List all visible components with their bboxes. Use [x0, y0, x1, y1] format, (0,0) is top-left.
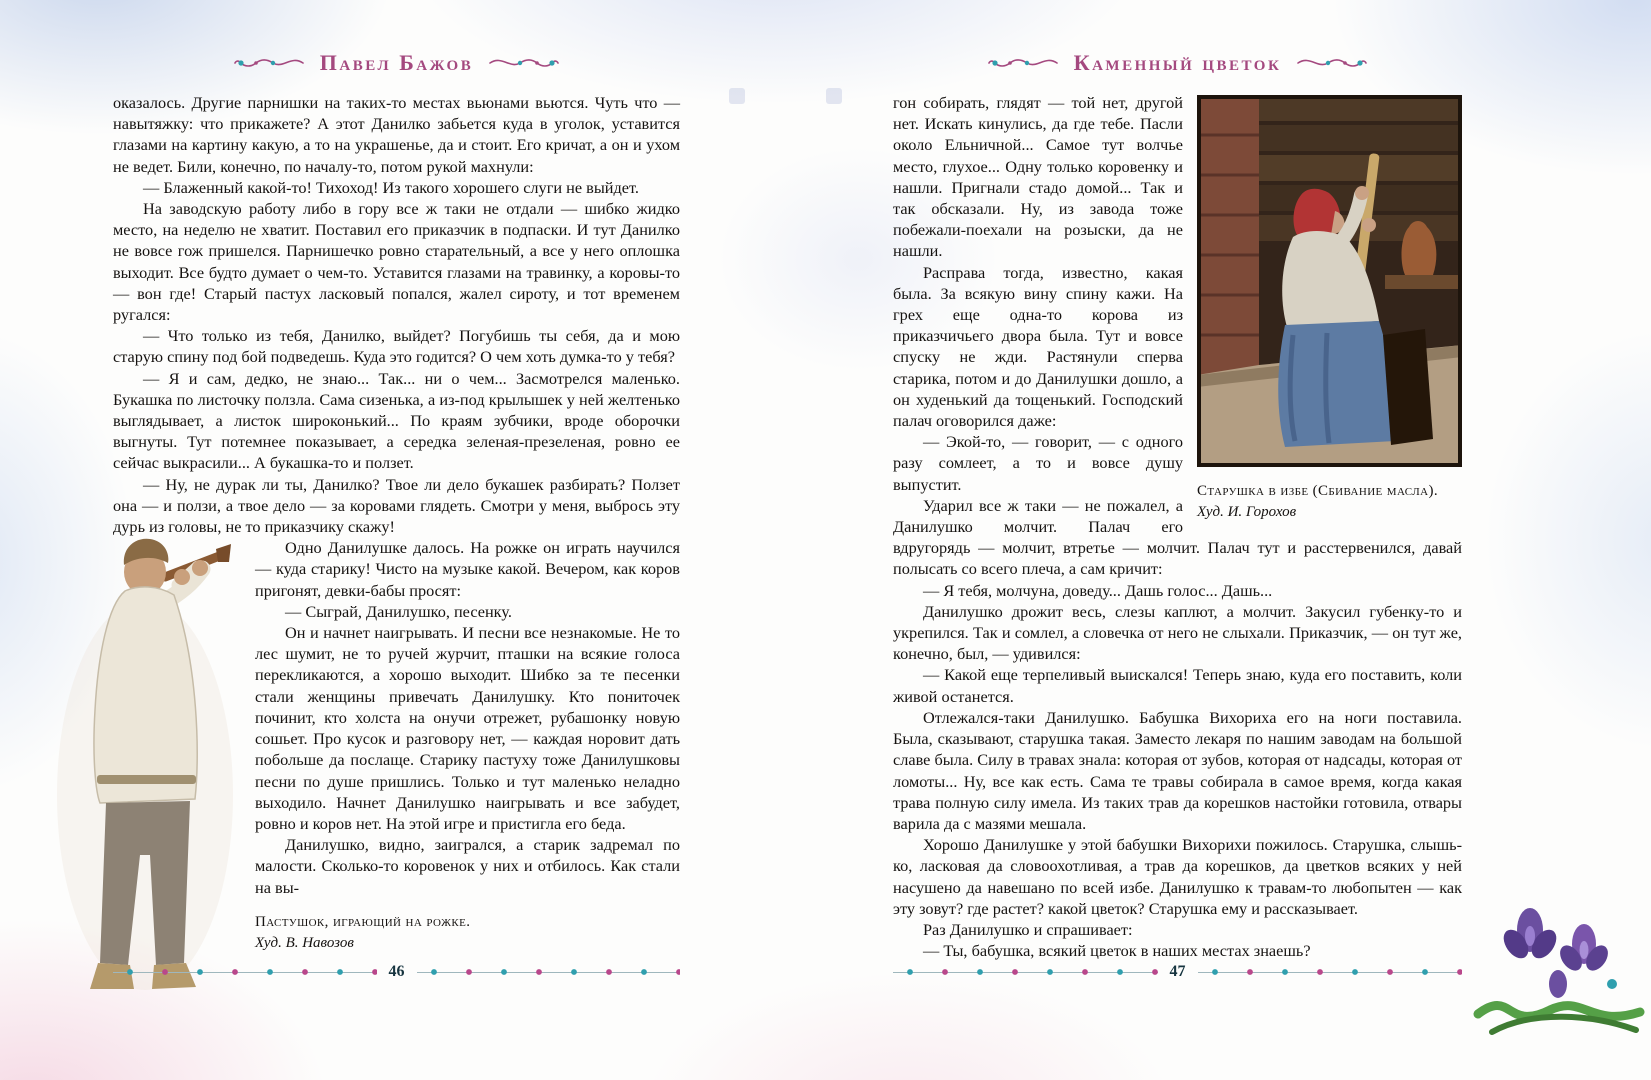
right-page-text: [893, 92, 1462, 961]
caption-title: Пастушок, играющий на рожке.: [255, 913, 471, 930]
paragraph: Хорошо Данилушке у этой бабушки Вихорихи пожилось. Старушка, слышь-ко, ласковая да словоохотливая, а трав да корешков, да цветков всяких у ней насушено да навешано по всей избе. Данилушко к травам-то любопытен — как эту зовут? где растет? какой цветок? Старушка ему и рассказывает.: [893, 835, 1462, 918]
paragraph: Отлежался-таки Данилушко. Бабушка Вихориха его на ноги поставила. Была, сказывают, старушка такая. Заместо лекаря по нашим заводам на большой славе была. Силу в травах знала: которая от зубов, которая от надсады, которая от ломоты... Ну, все как есть. Сама те травы собирала в самое время, когда какая трава полную силу имела. Из таких трав да корешков настойки готовила, отвары варила да с мазями мешала.: [893, 707, 1462, 833]
paragraph: оказалось. Другие парнишки на таких-то местах вьюнами вьются. Чуть что — навытяжку: что прикажете? А этот Данилко забьется куда в уголок, уставится глазами на картину какую, а то на украшенье, да и стоит. Его кричат, а он и ухом не ведет. Били, конечно, по началу-то, потом рукой махнули:: [113, 93, 680, 176]
paragraph: Ударил все ж таки — не пожалел, а Данилушко молчит. Палач его вдругорядь — молчит, втретье — молчит. Палач тут и расстервенился, давай полысать со всего плеча, а сам кричит:: [893, 495, 1462, 579]
bead-divider: [417, 968, 681, 976]
bead-divider: [1198, 968, 1463, 976]
left-running-head: [113, 50, 680, 76]
right-running-head: [893, 50, 1462, 76]
left-page-footer: [113, 964, 680, 980]
paragraph: Одно Данилушке далось. На рожке он играть научился — куда старику! Чисто на музыке какой. Вечером, как коров пригонят, девки-бабы просят:: [255, 538, 680, 600]
paragraph: — Блаженный какой-то! Тихоход! Из такого хорошего слуги не выйдет.: [143, 177, 639, 197]
watermark-chip: [729, 88, 745, 104]
paragraph: На заводскую работу либо в гору все ж таки не отдали — шибко жидко место, на неделю не хватит. Поставил его приказчик в подпаски. И тут Данилко не вовсе гож пришелся. Парнишечко ровно старательный, а все у него оплошка выходит. Все будто думает о чем-то. Уставится глазами на травинку, а коровы-то — вон где! Старый пастух ласковый попался, жалел сироту, и тот временем ругался:: [113, 199, 680, 325]
flourish-icon: [1296, 54, 1368, 72]
iris-flower-decoration: [1472, 892, 1648, 1042]
flourish-icon: [987, 54, 1059, 72]
page-number: 46: [388, 963, 405, 980]
left-page-text: [113, 92, 680, 1007]
paragraph: — Ну, не дурак ли ты, Данилко? Твое ли дело букашек разбирать? Ползет она — и ползи, а твое дело — за коровами глядеть. Смотри у меня, выбрось эту дурь из головы, не то приказчику скажу!: [113, 474, 680, 537]
painting-block: [1197, 95, 1462, 523]
caption-title: Старушка в избе (Сбивание масла).: [1197, 483, 1439, 499]
paragraph: — Я тебя, молчуна, доведу... Дашь голос... Дашь...: [923, 580, 1273, 600]
paragraph: гон собирать, глядят — той нет, другой нет. Искать кинулись, да где тебе. Пасли около Ельничной... Самое тут волчье место, глухое... Одну только коровенку и нашли. Пригнали стадо домой... Так и так обсказали. Ну, из завода тоже побежали-поехали на розыски, да не нашли.: [893, 93, 1183, 261]
flourish-icon: [488, 54, 560, 72]
paragraph: Данилушко дрожит весь, слезы каплют, а молчит. Закусил губенку-то и укрепился. Так и сомлел, а словечка от него не слыхали. Приказчик, — он тут же, конечно, был, — удивился:: [893, 601, 1462, 664]
caption-artist: Худ. И. Горохов: [1197, 504, 1297, 520]
paragraph: — Экой-то, — говорит, — с одного разу сомлеет, а то и вовсе душу выпустит.: [893, 432, 1183, 494]
flourish-icon: [233, 54, 305, 72]
right-page-footer: [893, 964, 1462, 980]
paragraph: Он и начнет наигрывать. И песни все незнакомые. Не то лес шумит, не то ручей журчит, пташки на всякие голоса перекликаются, а хорошо выходит. Шибко за те песенки стали женщины привечать Данилушку. Кто пониточек починит, кто холста на онучи отрежет, рубашонку новую сошьет. Про кусок и разговору нет, — каждая норовит дать побольше да послаще. Старику пастуху тоже Данилушковы песни по душе пришлись. Только и тут маленько неладно выходило. Начнет Данилушко наигрывать и все забудет, ровно и коров нет. На этой игре и пристигла его беда.: [255, 623, 680, 833]
caption-artist: Худ. В. Навозов: [255, 934, 354, 951]
paragraph: — Какой еще терпеливый выискался! Теперь знаю, куда его поставить, коли живой останется.: [893, 665, 1462, 706]
paragraph: — Я и сам, дедко, не знаю... Так... ни о чем... Засмотрелся маленько. Букашка по листочку ползла. Сама сизенька, а из-под крылышек у ней желтенько выглядывает, а листок широконький... По краям зубчики, вроде оборочки выгнуты. Тут потемнее показывает, а середка зеленая-презеленая, ровно ее сейчас выкрасили... А букашка-то и ползет.: [113, 368, 680, 473]
illustration-caption: [1197, 481, 1462, 523]
book-title-header: Каменный цветок: [1073, 50, 1282, 75]
bead-divider: [113, 968, 377, 976]
paragraph: — Что только из тебя, Данилко, выйдет? Погубишь ты себя, да и мою старую спину под бой подведешь. Куда это годится? О чем хоть думка-то у тебя?: [113, 326, 680, 367]
paragraph: Раз Данилушко и спрашивает:: [923, 919, 1133, 939]
paragraph: Расправа тогда, известно, какая была. За всякую вину спину кажи. На грех еще одна-то корова из приказчичьего двора была. Тут и вовсе спуску не жди. Растянули сперва старика, потом и до Данилушки дошло, а он худенький да тощенький. Господский палач оговорился даже:: [893, 262, 1183, 431]
paragraph: Данилушко, видно, заигрался, а старик задремал по малости. Сколько-то коровенок у них и отбилось. Как стали на вы-: [255, 835, 680, 897]
illustration-wrap-spacer: [113, 537, 255, 1007]
butter-churning-painting: [1197, 95, 1462, 467]
bead-divider: [893, 968, 1158, 976]
paragraph: — Ты, бабушка, всякий цветок в наших местах знаешь?: [923, 941, 1311, 961]
watermark-chip: [826, 88, 842, 104]
page-number: 47: [1169, 963, 1186, 980]
author-header: Павел Бажов: [319, 50, 474, 75]
paragraph: — Сыграй, Данилушко, песенку.: [285, 601, 512, 621]
